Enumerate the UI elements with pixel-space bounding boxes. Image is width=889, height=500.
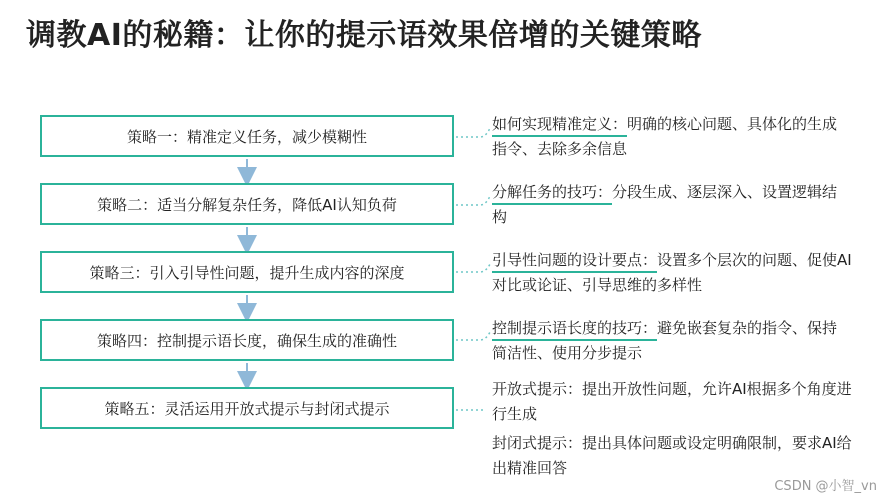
strategy-desc-2 <box>492 180 852 230</box>
strategy-label-2: 策略二：适当分解复杂任务，降低AI认知负荷 <box>97 195 397 214</box>
strategy-desc-4 <box>492 316 852 366</box>
strategy-label-4: 策略四：控制提示语长度，确保生成的准确性 <box>96 331 397 350</box>
connector-2 <box>456 196 490 205</box>
desc-heading-3: 引导性问题的设计要点： <box>492 249 657 273</box>
desc-heading-2: 分解任务的技巧： <box>492 181 612 205</box>
desc-body-4: 避免嵌套复杂的指令、保持简洁性、使用分步提示 <box>492 319 838 362</box>
closed-prompt-desc: 封闭式提示：提出具体问题或设定明确限制，要求AI给出精准回答 <box>492 434 852 477</box>
desc-body-1: 明确的核心问题、具体化的生成指令、去除多余信息 <box>492 115 838 158</box>
connector-3 <box>456 264 490 272</box>
strategy-box-5 <box>40 387 454 429</box>
open-prompt-desc: 开放式提示：提出开放性问题，允许AI根据多个角度进行生成 <box>492 380 852 423</box>
strategy-box-2 <box>40 183 454 225</box>
page-title: 调教AI的秘籍：让你的提示语效果倍增的关键策略 <box>26 18 702 53</box>
connector-1 <box>456 128 490 137</box>
strategy-label-5: 策略五：灵活运用开放式提示与封闭式提示 <box>104 399 390 418</box>
connector-4 <box>456 332 490 340</box>
strategy-box-3 <box>40 251 454 293</box>
strategy-desc-1 <box>492 112 852 162</box>
desc-body-2: 分段生成、逐层深入、设置逻辑结构 <box>492 183 838 226</box>
desc-heading-4: 控制提示语长度的技巧： <box>492 317 657 341</box>
desc-heading-1: 如何实现精准定义： <box>492 113 627 137</box>
strategy-box-1 <box>40 115 454 157</box>
desc-body-3: 设置多个层次的问题、促使AI对比或论证、引导思维的多样性 <box>492 251 852 294</box>
strategy-desc-5 <box>492 377 852 481</box>
strategy-label-1: 策略一：精准定义任务，减少模糊性 <box>126 127 367 146</box>
watermark: CSDN @小智_vn <box>774 479 877 494</box>
strategy-desc-3 <box>492 248 852 298</box>
strategy-label-3: 策略三：引入引导性问题，提升生成内容的深度 <box>89 263 405 282</box>
strategy-box-4 <box>40 319 454 361</box>
